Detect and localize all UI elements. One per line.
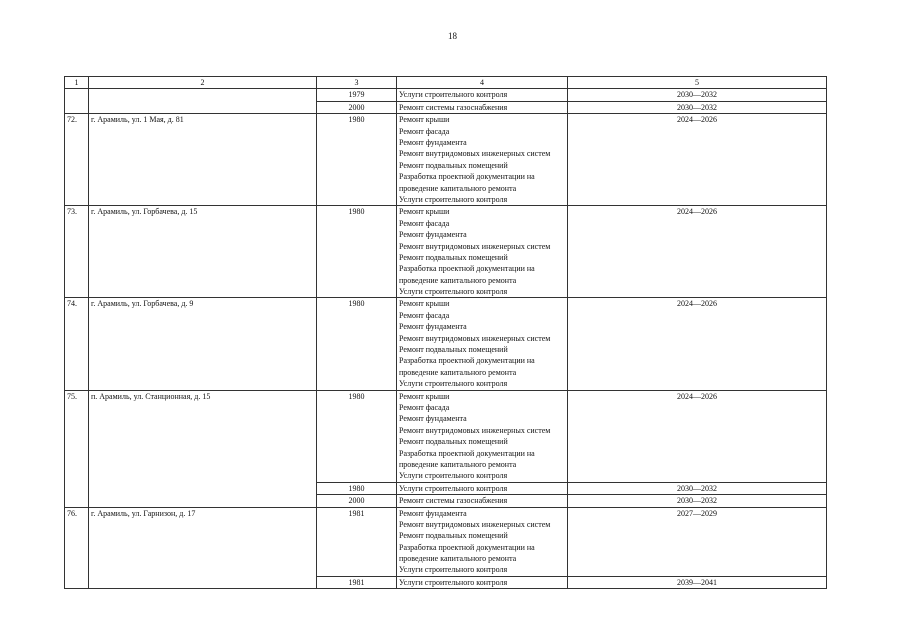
work-item: Услуги строительного контроля [399, 379, 508, 389]
build-year-cell: 1980 [317, 206, 397, 298]
work-item: Ремонт крыши [399, 391, 450, 401]
period-cell: 2039—2041 [568, 576, 827, 588]
work-item: Ремонт внутридомовых инженерных систем [399, 241, 551, 251]
build-year-cell: 1980 [317, 298, 397, 390]
work-list-cell [397, 114, 568, 206]
work-item: Ремонт подвальных помещений [399, 345, 508, 355]
work-item: Ремонт подвальных помещений [399, 160, 508, 170]
work-item: Ремонт фасада [399, 310, 450, 320]
work-list-cell [397, 495, 568, 507]
address-cell: г. Арамиль, ул. Горбачева, д. 15 [89, 206, 317, 298]
period-cell: 2030—2032 [568, 482, 827, 494]
work-item: Ремонт фасада [399, 126, 450, 136]
address-cell: г. Арамиль, ул. Горбачева, д. 9 [89, 298, 317, 390]
build-year-cell: 1979 [317, 89, 397, 101]
period-cell: 2024—2026 [568, 390, 827, 482]
work-item: Ремонт фундамента [399, 138, 467, 147]
work-item: Ремонт внутридомовых инженерных систем [399, 149, 551, 159]
work-item: проведение капитального ремонта [399, 459, 517, 469]
address-cell: п. Арамиль, ул. Станционная, д. 15 [89, 390, 317, 507]
work-cell: Услуги строительного контроля [397, 89, 568, 101]
work-item: Услуги строительного контроля [399, 483, 508, 493]
work-list-cell [397, 507, 568, 576]
build-year-cell: 1980 [317, 482, 397, 494]
work-item: Разработка проектной документации на [399, 264, 535, 274]
work-item: Ремонт фундамента [399, 230, 467, 240]
work-item: Разработка проектной документации на [399, 448, 535, 458]
work-item: Ремонт крыши [399, 207, 450, 217]
build-year-cell: 1981 [317, 576, 397, 588]
address-cell: г. Арамиль, ул. Гарнизон, д. 17 [89, 507, 317, 589]
work-item: Разработка проектной документации на [399, 172, 535, 182]
work-item: Ремонт подвальных помещений [399, 531, 508, 541]
work-list-cell [397, 390, 568, 482]
work-item: Ремонт фасада [399, 218, 450, 228]
work-cell: Ремонт системы газоснабжения [397, 101, 568, 113]
work-item: Услуги строительного контроля [399, 194, 508, 204]
work-item: Услуги строительного контроля [399, 471, 508, 481]
period-cell: 2030—2032 [568, 89, 827, 101]
column-number-4: 4 [397, 77, 568, 89]
build-year-cell: 1980 [317, 390, 397, 482]
work-item: Услуги строительного контроля [399, 565, 508, 575]
table-row [65, 114, 827, 206]
table-row [65, 507, 827, 576]
work-item: проведение капитального ремонта [399, 367, 517, 377]
page-number: 18 [448, 31, 457, 41]
work-item: Ремонт внутридомовых инженерных систем [399, 425, 551, 435]
build-year-cell: 1981 [317, 507, 397, 576]
capital-repair-schedule-table [64, 76, 827, 589]
period-cell: 2024—2026 [568, 298, 827, 390]
entry-number-cell: 73. [65, 206, 89, 298]
build-year-cell: 1980 [317, 114, 397, 206]
work-item: Ремонт подвальных помещений [399, 252, 508, 262]
work-item: Ремонт фундамента [399, 414, 467, 424]
table-body [65, 77, 827, 589]
work-item: Ремонт фундамента [399, 322, 467, 332]
address-cell: г. Арамиль, ул. 1 Мая, д. 81 [89, 114, 317, 206]
period-cell: 2024—2026 [568, 114, 827, 206]
column-number-3: 3 [317, 77, 397, 89]
work-item: Ремонт подвальных помещений [399, 437, 508, 447]
period-cell: 2030—2032 [568, 101, 827, 113]
work-item: Разработка проектной документации на [399, 542, 535, 552]
column-number-2: 2 [89, 77, 317, 89]
work-item: Ремонт фундамента [399, 508, 467, 518]
work-list-cell [397, 206, 568, 298]
work-item: Ремонт крыши [399, 299, 450, 309]
period-cell: 2030—2032 [568, 495, 827, 507]
work-item: Ремонт внутридомовых инженерных систем [399, 519, 551, 529]
build-year-cell: 2000 [317, 495, 397, 507]
column-number-5: 5 [568, 77, 827, 89]
table-row [65, 89, 827, 101]
work-list-cell [397, 298, 568, 390]
work-item: проведение капитального ремонта [399, 183, 517, 193]
table-row [65, 206, 827, 298]
work-list-cell [397, 482, 568, 494]
table-row [65, 390, 827, 482]
build-year-cell: 2000 [317, 101, 397, 113]
work-item: Ремонт системы газоснабжения [399, 496, 508, 506]
address-cell [89, 89, 317, 114]
period-cell: 2027—2029 [568, 507, 827, 576]
table-row [65, 298, 827, 390]
work-item: Разработка проектной документации на [399, 356, 535, 366]
entry-number-cell: 74. [65, 298, 89, 390]
work-item: проведение капитального ремонта [399, 554, 517, 564]
entry-number-cell: 76. [65, 507, 89, 589]
work-item: проведение капитального ремонта [399, 275, 517, 285]
period-cell: 2024—2026 [568, 206, 827, 298]
work-item: Услуги строительного контроля [399, 287, 508, 297]
entry-number-cell: 75. [65, 390, 89, 507]
entry-number-cell [65, 89, 89, 114]
work-item: Ремонт фасада [399, 402, 450, 412]
column-number-row [65, 77, 827, 89]
work-list-cell [397, 576, 568, 588]
entry-number-cell: 72. [65, 114, 89, 206]
column-number-1: 1 [65, 77, 89, 89]
work-item: Ремонт внутридомовых инженерных систем [399, 333, 551, 343]
work-item: Услуги строительного контроля [399, 577, 508, 587]
work-item: Ремонт крыши [399, 115, 450, 125]
